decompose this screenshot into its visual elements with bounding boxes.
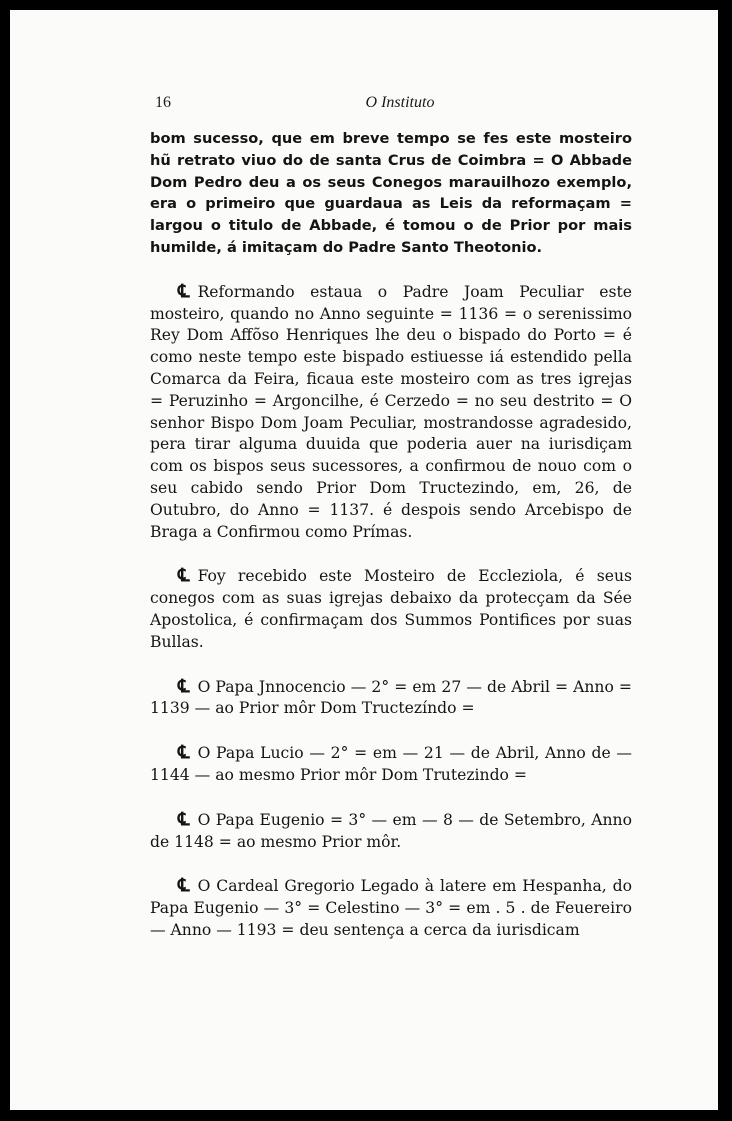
paragraph-mark-icon: ℄ (178, 280, 190, 302)
paragraph-text: Reformando estaua o Padre Joam Peculiar este mosteiro, quando no Anno seguinte = 1136 = o serenissimo Rey Dom Affõso Henriques lhe deu o bispado do Porto = é como neste tempo este bispado estiuesse iá estendido pella Comarca da Feira, ficaua este mosteiro com as tres igrejas = Peruzinho = Argoncilhe, é Cerzedo = no seu destrito = O senhor Bispo Dom Joam Peculiar, mostrandosse agradesido, pera tirar alguma duuida que poderia auer na iurisdiçam com os bispos seus sucessores, a confirmou de nouo com o seu cabido sendo Prior Dom Tructezindo, em, 26, de Outubro, do Anno = 1137. é despois sendo Arcebispo de Braga a Confirmou como Prímas. (150, 282, 632, 541)
body-text (150, 128, 632, 942)
running-title: O Instituto (365, 94, 435, 111)
paragraph-text: O Papa Eugenio = 3° — em — 8 — de Setembro, Anno de 1148 = ao mesmo Prior môr. (150, 810, 632, 851)
paragraph-text: Foy recebido este Mosteiro de Eccleziola, é seus conegos com as suas igrejas debaixo da protecçam da Sée Apostolica, é confirmaçam dos Summos Pontifices por suas Bullas. (150, 567, 632, 651)
paragraph-text: O Papa Lucio — 2° = em — 21 — de Abril, Anno de — 1144 — ao mesmo Prior môr Dom Trutezindo = (150, 744, 632, 784)
paragraph (150, 809, 632, 854)
paragraph (150, 875, 632, 941)
paragraph (150, 128, 632, 259)
paragraph (150, 565, 632, 653)
paragraph (150, 742, 632, 787)
paragraph (150, 676, 632, 721)
paragraph-text: bom sucesso, que em breve tempo se fes este mosteiro hũ retrato viuo do de santa Crus de Coimbra = O Abbade Dom Pedro deu a os seus Conegos marauilhozo exemplo, era o primeiro que guardaua as Leis da reformaçam = largou o titulo de Abbade, é tomou o de Prior por mais humilde, á imitaçam do Padre Santo Theotonio. (150, 130, 632, 256)
paragraph-mark-icon: ℄ (178, 808, 190, 830)
paragraph-mark-icon: ℄ (178, 875, 190, 897)
paragraph-text: O Papa Jnnocencio — 2° = em 27 — de Abril = Anno = 1139 — ao Prior môr Dom Tructezíndo = (150, 677, 632, 718)
paragraph-text: O Cardeal Gregorio Legado à latere em Hespanha, do Papa Eugenio — 3° = Celestino — 3° = em . 5 . de Feuereiro — Anno — 1193 = deu sentença a cerca da iurisdicam (150, 877, 632, 939)
paragraph-mark-icon: ℄ (178, 565, 190, 587)
paragraph-mark-icon: ℄ (178, 742, 190, 764)
page-number: 16 (155, 94, 171, 111)
paragraph (150, 281, 632, 544)
paragraph-mark-icon: ℄ (178, 675, 190, 697)
